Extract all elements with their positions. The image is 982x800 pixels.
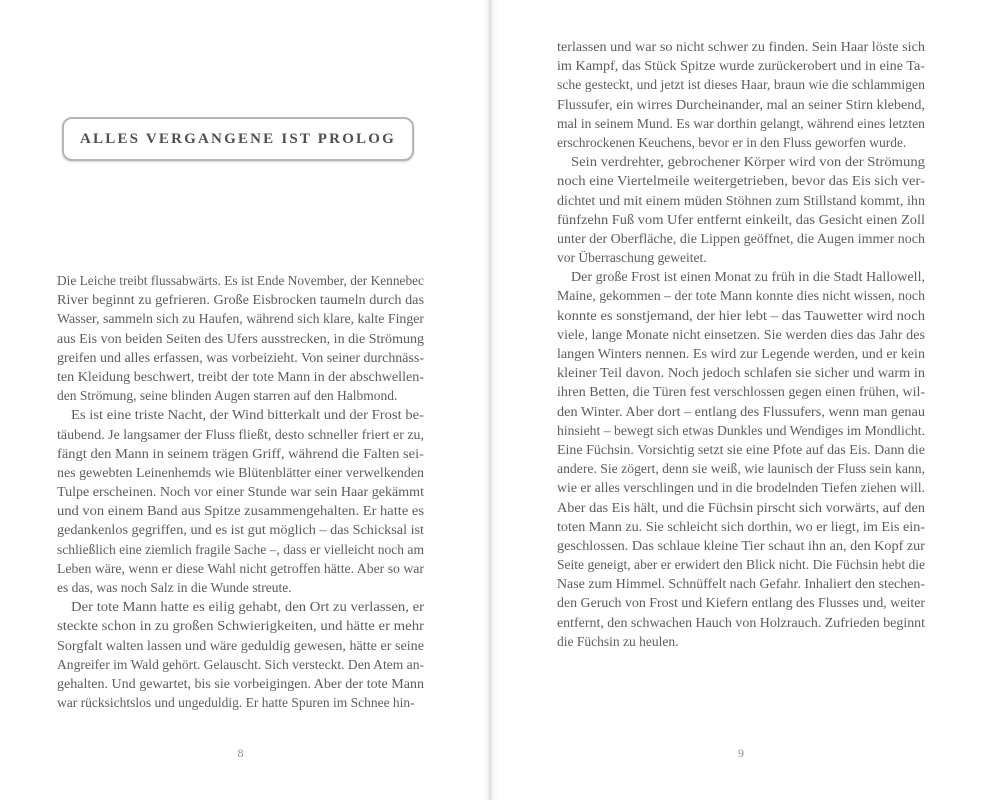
text-line: noch eine Viertelmeile weitergetrieben, bevor das Eis sich ver- bbox=[557, 173, 925, 189]
text-line: dichtet und mit einem müden Stöhnen zum Stillstand kommt, ihn bbox=[557, 192, 925, 208]
text-line: Die Leiche treibt flussabwärts. Es ist Ende November, der Kennebec bbox=[57, 273, 424, 288]
text-line: Nase zum Himmel. Schnüffelt nach Gefahr. Inhaliert den stechen- bbox=[557, 576, 925, 592]
paragraph bbox=[557, 152, 925, 267]
text-line: toten Mann zu. Sie schleicht sich dorthin, wo er liegt, im Eis ein- bbox=[557, 518, 925, 534]
text-line: war rücksichtslos und ungeduldig. Er hatte Spuren im Schnee hin- bbox=[57, 695, 415, 711]
text-line: und von einem Band aus Spitze zusammengehalten. Er hatte es bbox=[57, 503, 424, 519]
text-line: vor Überraschung geweitet. bbox=[557, 250, 707, 266]
text-line: es das, was noch Salz in die Wunde streute. bbox=[57, 580, 292, 595]
text-line: nes gewebten Leinenhemds wie Blütenblätter einer verwelkenden bbox=[57, 464, 425, 480]
text-line: Sorgfalt walten lassen und wäre geduldig gewesen, hätte er seine bbox=[57, 637, 424, 653]
paragraph bbox=[57, 271, 424, 405]
text-line: River beginnt zu gefrieren. Große Eisbrocken taumeln durch das bbox=[57, 292, 424, 308]
text-line: andere. Sie zögert, denn sie weiß, wie launisch der Fluss sein kann, bbox=[557, 461, 925, 477]
text-line: gedankenlos gegriffen, und es ist gut möglich – das Schicksal ist bbox=[57, 522, 424, 538]
text-line: den Strömung, seine blinden Augen starren auf den Halbmond. bbox=[57, 388, 398, 404]
text-line: unter der Oberfläche, die Lippen geöffnet, die Augen immer noch bbox=[557, 230, 925, 246]
text-line: Der tote Mann hatte es eilig gehabt, den Ort zu verlassen, er bbox=[71, 599, 425, 615]
right-page bbox=[557, 0, 925, 800]
text-line: ihren Betten, die Türen fest verschlossen gegen einen frühen, wil- bbox=[557, 384, 925, 400]
text-line: steckte schon in zu großen Schwierigkeiten, und hätte er mehr bbox=[57, 618, 424, 634]
text-line: geschlossen. Das schlaue kleine Tier schaut ihn an, den Kopf zur bbox=[557, 537, 925, 553]
text-line: mal in seinem Mund. Es war dorthin gelangt, während eines letzten bbox=[557, 115, 925, 131]
right-page-number: 9 bbox=[738, 746, 744, 760]
text-line: den Winter. Aber dort – entlang des Flussufers, wenn man genau bbox=[557, 403, 925, 419]
right-page-body-text bbox=[557, 37, 925, 651]
text-line: sche gesteckt, und jetzt ist dieses Haar, braun wie die schlammigen bbox=[557, 77, 925, 93]
text-line: terlassen und war so nicht schwer zu finden. Sein Haar löste sich bbox=[557, 39, 925, 54]
text-line: Flussufer, ein wirres Durcheinander, mal an seiner Stirn klebend, bbox=[557, 96, 925, 112]
text-line: Der große Frost ist einen Monat zu früh in die Stadt Hallowell, bbox=[571, 269, 925, 285]
text-line: hinsieht – bewegt sich etwas Dunkles und Wendiges im Mondlicht. bbox=[557, 422, 925, 438]
left-page bbox=[57, 0, 424, 800]
left-page-number: 8 bbox=[237, 746, 244, 760]
text-line: wie er alles verschlingen und in die brodelnden Tiefen ziehen will. bbox=[557, 480, 925, 496]
paragraph bbox=[557, 37, 925, 152]
text-line: Sein verdrehter, gebrochener Körper wird von der Strömung bbox=[571, 154, 925, 170]
left-page-body-text bbox=[57, 271, 424, 712]
chapter-title: ALLES VERGANGENE IST PROLOG bbox=[80, 130, 396, 147]
text-line: die Füchsin zu heulen. bbox=[557, 633, 679, 649]
text-line: entfernt, den schwachen Hauch von Holzrauch. Zufrieden beginnt bbox=[557, 614, 925, 630]
paragraph bbox=[557, 267, 925, 651]
text-line: Maine, gekommen – der tote Mann konnte dies nicht wissen, noch bbox=[557, 288, 925, 304]
text-line: aus Eis von beiden Seiten des Ufers ausstrecken, in die Strömung bbox=[57, 330, 425, 346]
text-line: viele, lange Monate nicht einsetzen. Sie werden dies das Jahr des bbox=[557, 326, 925, 342]
text-line: erschrockenen Keuchens, bevor er in den Fluss geworfen wurde. bbox=[557, 134, 907, 150]
text-line: Angreifer im Wald gehört. Gelauscht. Sich versteckt. Den Atem an- bbox=[57, 656, 424, 672]
text-line: Eine Füchsin. Vorsichtig setzt sie eine Pfote auf das Eis. Dann die bbox=[557, 441, 925, 457]
text-line: konnte es sonstjemand, der hier lebt – das Tauwetter wird noch bbox=[557, 307, 925, 323]
text-line: täubend. Je langsamer der Fluss fließt, desto schneller friert er zu, bbox=[57, 426, 424, 442]
text-line: langen Winters nennen. Es wird zur Legende werden, und er kein bbox=[557, 346, 925, 361]
text-line: den Geruch von Frost und Kiefern entlang des Flusses und, weiter bbox=[557, 595, 925, 611]
text-line: fünfzehn Fuß vom Ufer entfernt einkeilt, das Gesicht einen Zoll bbox=[557, 211, 925, 227]
text-line: kleiner Teil davon. Noch jedoch schlafen sie sicher und warm in bbox=[557, 365, 925, 381]
text-line: Tulpe erscheinen. Noch vor einer Stunde war sein Haar gekämmt bbox=[57, 484, 424, 500]
text-line: greifen und alles erfassen, was vorbeizieht. Von seiner durchnäss- bbox=[57, 349, 424, 365]
chapter-title-box bbox=[62, 117, 414, 161]
text-line: schließlich eine ziemlich fragile Sache –, dass er vielleicht noch am bbox=[57, 541, 424, 557]
text-line: im Kampf, das Stück Spitze wurde zurückerobert und in eine Ta- bbox=[557, 58, 925, 74]
text-line: Leben wäre, wenn er diese Wahl nicht getroffen hätte. Aber so war bbox=[57, 560, 424, 576]
paragraph bbox=[57, 597, 424, 712]
text-line: ten Kleidung beschwert, treibt der tote Mann in der abschwellen- bbox=[57, 368, 425, 384]
text-line: fängt den Mann in seinem trägen Griff, während die Falten sei- bbox=[57, 445, 424, 461]
text-line: Seite geneigt, aber er erwidert den Blick nicht. Die Füchsin hebt die bbox=[557, 557, 925, 573]
page-gutter-divider bbox=[482, 0, 498, 800]
paragraph bbox=[57, 405, 424, 597]
text-line: Wasser, sammeln sich zu Haufen, während sich klare, kalte Finger bbox=[57, 311, 424, 327]
text-line: Es ist eine triste Nacht, der Wind bitterkalt und der Frost be- bbox=[71, 407, 424, 423]
text-line: Aber das Eis hält, und die Füchsin pirscht sich vorwärts, auf den bbox=[557, 499, 925, 515]
text-line: gehalten. Und gewartet, bis sie vorbeigingen. Aber der tote Mann bbox=[57, 675, 424, 691]
